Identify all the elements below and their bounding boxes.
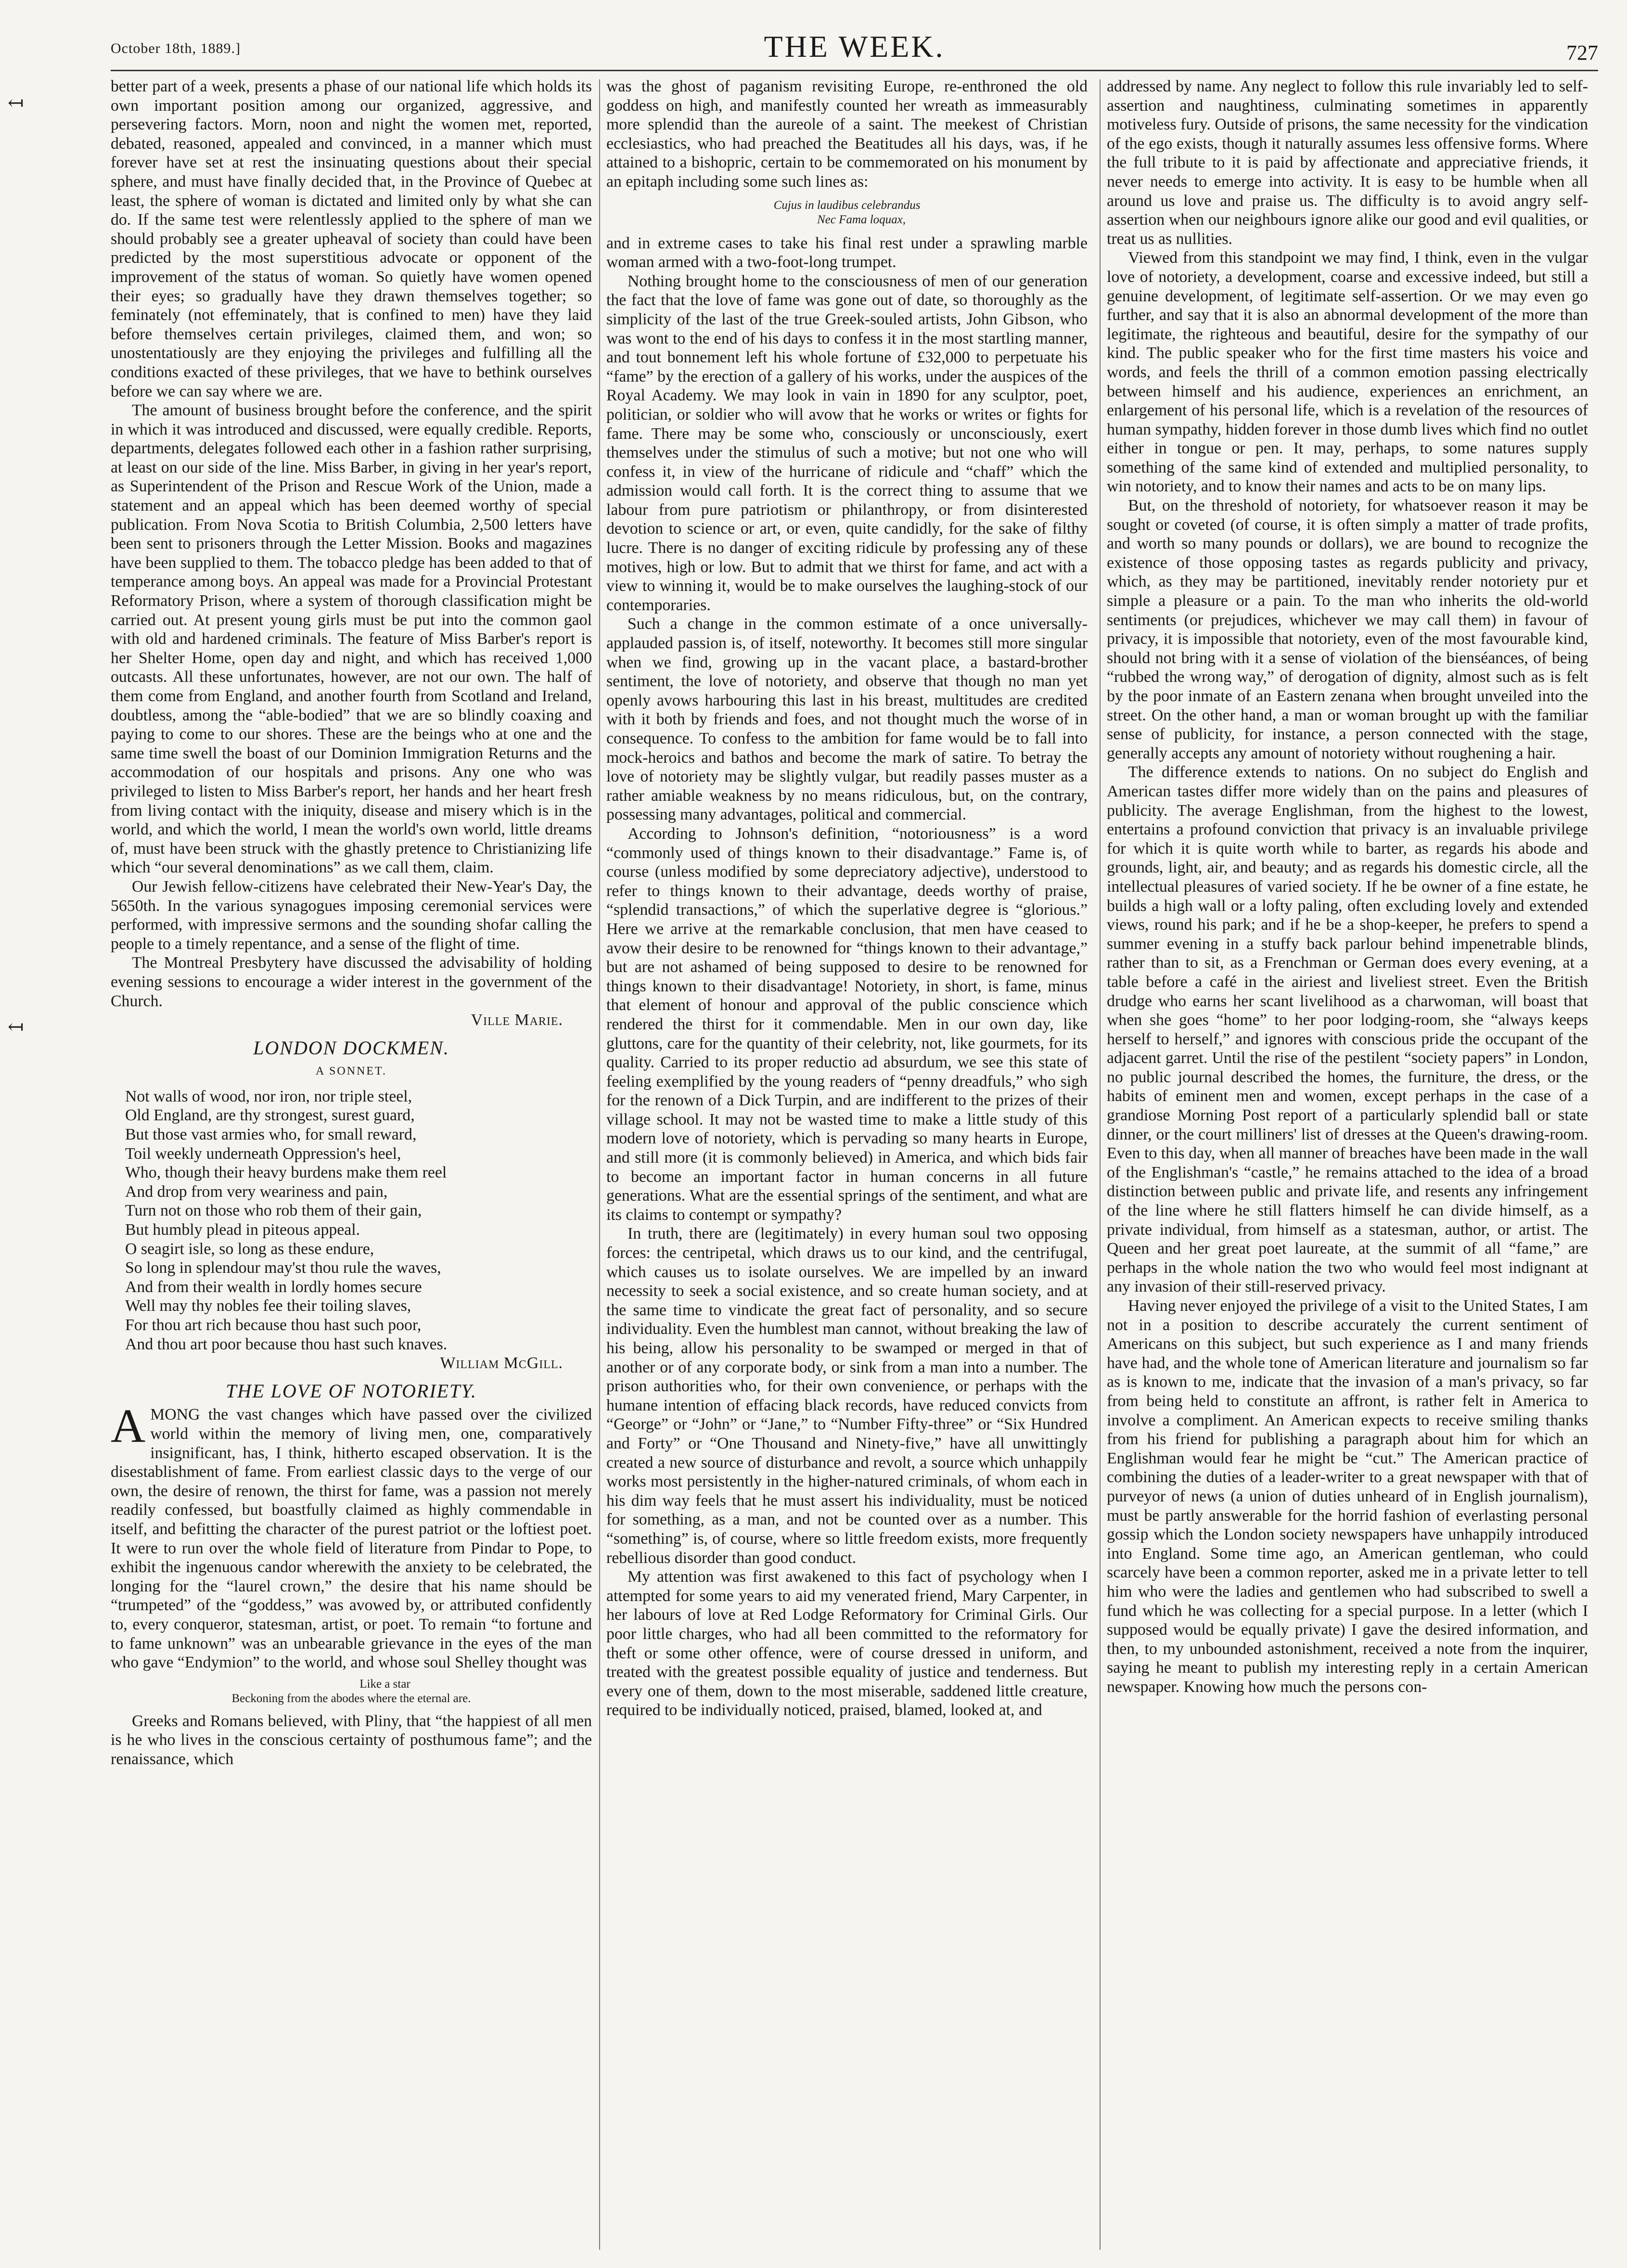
paragraph: The difference extends to nations. On no subject do English and American tastes differ more widely than on the pains and pleasures of publicity. The average Englishman, from the highest to the lowest, entertains a profound conviction that privacy is an invaluable privilege for which it is quite worth while to barter, as regards his abode and grounds, light, air, and beauty; and as regards his domestic circle, all the intellectual pleasures of varied society. If he be owner of a fine estate, he builds a high wall or a lofty paling, often excluding lovely and extended views, round his park; and if he be a shop-keeper, he prefers to spend a summer evening in a stuffy back parlour behind impenetrable blinds, rather than to sit, as a Frenchman or German does every evening, at a table before a café in the airiest and liveliest street. Even the British drudge who earns her scant livelihood as a charwoman, will boast that when she goes “home” to her poor lodging-room, she “always keeps herself to herself,” and ignores with conscious pride the occupant of the adjacent garret. Until the rise of the pestilent “society papers” in London, no public journal described the homes, the furniture, the dress, or the habits of eminent men and women, except perhaps in the case of a grandiose Morning Post report of a particularly splendid ball or state dinner, or the court milliners' list of dresses at the Queen's drawing-room. Even to this day, when all manner of breaches have been made in the wall of the Englishman's “castle,” he remains attached to the idea of a broad distinction between public and private life, and resents any infringement of the line where he still flatters himself he can divide himself, as a private individual, from himself as a statesman, author, or artist. The Queen and her great poet laureate, at the summit of all “fame,” are perhaps in the whole nation the two who would feel most indignant at any invasion of their still-reserved privacy. [1107, 763, 1588, 1296]
masthead-title: THE WEEK. [764, 29, 945, 64]
poem-line: But humbly plead in piteous appeal. [125, 1221, 360, 1239]
paragraph: My attention was first awakened to this fact of psychology when I attempted for some years to aid my venerated friend, Mary Carpenter, in her labours of love at Red Lodge Reformatory for Criminal Girls. Our poor little charges, who had all been committed to the reformatory for theft or some other offence, were of course dressed in uniform, and treated with the greatest possible equality of justice and tenderness. But every one of them, down to the most miserable, saddened little creature, required to be individually noticed, praised, blamed, looked at, and [606, 1568, 1088, 1719]
paragraph: According to Johnson's definition, “notoriousness” is a word “commonly used of things known to their disadvantage.” Fame is, of course (unless modified by some depreciatory adjective), understood to refer to things known to their advantage, deeds worthy of praise, “splendid transactions,” of which the superlative degree is “glorious.” Here we arrive at the remarkable conclusion, that men have ceased to avow their desire to be renowned for “things known to their advantage,” but are not ashamed of being supposed to desire to be renowned for things known to their disadvantage! Notoriety, in short, is fame, minus that element of honour and approval of the public conscience which rendered the thirst for it commendable. Men in our own day, like gluttons, care for the quantity of their celebrity, not, like gourmets, for its quality. Carried to its proper reductio ad absurdum, we see this state of feeling exemplified by the young readers of “penny dreadfuls,” who sigh for the renown of a Dick Turpin, and are indifferent to the prizes of their village school. It may not be wasted time to make a little study of this modern love of notoriety, which is pervading so many hearts in Europe, and still more (it is commonly believed) in America, and which bids fair to become an important factor in human concerns in all future generations. What are the essential springs of the sentiment, and what are its claims to contempt or sympathy? [606, 824, 1088, 1224]
drop-cap: A [111, 1399, 146, 1453]
poem-line: And drop from very weariness and pain, [125, 1182, 388, 1201]
epitaph-line: Cujus in laudibus celebrandus [773, 198, 921, 212]
signature: Ville Marie. [471, 1011, 563, 1029]
column-3 [1107, 77, 1588, 2252]
quote-line: Beckoning from the abodes where the eternal are. [231, 1691, 471, 1705]
poem-line: Turn not on those who rob them of their gain, [125, 1202, 422, 1220]
paragraph: Nothing brought home to the consciousness of men of our generation the fact that the love of fame was gone out of date, so thoroughly as the simplicity of the last of the true Greek-souled artists, John Gibson, who was wont to the end of his days to confess it in the most startling manner, and tout bonnement left his whole fortune of £32,000 to perpetuate his “fame” by the erection of a gallery of his works, under the auspices of the Royal Academy. We may look in vain in 1890 for any sculptor, poet, politician, or soldier who will avow that he works or writes or fights for fame. There may be some who, consciously or unconsciously, exert themselves under the stimulus of such a motive; but not one who will confess it, in view of the hurricane of ridicule and “chaff” which the admission would call forth. It is the correct thing to assume that we labour from pure patriotism or philanthropy, or from disinterested devotion to science or art, or even, quite candidly, for the sake of filthy lucre. There is no danger of exciting ridicule by professing any of these motives, high or low. But to admit that we thirst for fame, and act with a view to winning it, would be to make ourselves the laughing-stock of our contemporaries. [606, 272, 1088, 614]
page-number: 727 [1566, 41, 1598, 64]
issue-date: October 18th, 1889.] [111, 40, 241, 56]
paragraph: and in extreme cases to take his final rest under a sprawling marble woman armed with a two-foot-long trumpet. [606, 234, 1088, 271]
column-divider [1100, 79, 1101, 2250]
poem-title: LONDON DOCKMEN. [253, 1037, 449, 1059]
verse-quote [111, 1677, 592, 1706]
quote-line: Like a star [359, 1677, 410, 1691]
poem-line: Toil weekly underneath Oppression's heel, [125, 1144, 401, 1163]
poem-line: Well may thy nobles fee their toiling slaves, [125, 1297, 411, 1315]
paragraph: addressed by name. Any neglect to follow this rule invariably led to self-assertion and naughtiness, culminating sometimes in apparently motiveless fury. Outside of prisons, the same necessity for the vindication of the ego exists, though it naturally assumes less offensive forms. Where the full tribute to it is paid by affectionate and appreciative friends, it never needs to emerge into activity. It is easy to be humble when all around us love and praise us. The difficulty is to avoid angry self-assertion when our neighbours ignore alike our good and evil qualities, or treat us as nullities. [1107, 77, 1588, 248]
paragraph: Greeks and Romans believed, with Pliny, that “the happiest of all men is he who lives in the conscious certainty of posthumous fame”; and the renaissance, which [111, 1712, 592, 1768]
poem-line: And from their wealth in lordly homes secure [125, 1278, 422, 1296]
header-rule [111, 70, 1598, 71]
column-2 [606, 77, 1088, 2252]
paragraph: The amount of business brought before the conference, and the spirit in which it was introduced and discussed, were equally credible. Reports, departments, delegates followed each other in a fashion rather surprising, at least on our side of the line. Miss Barber, in giving in her year's report, as Superintendent of the Prison and Rescue Work of the Union, made a statement and an appeal which has been deemed worthy of special publication. From Nova Scotia to British Columbia, 2,500 letters have been sent to prisoners through the Letter Mission. Books and magazines have been supplied to them. The tobacco pledge has been added to that of temperance among boys. An appeal was made for a Provincial Protestant Reformatory Prison, where a system of thorough classification might be carried out. At present young girls must be put into the common gaol with old and hardened criminals. The feature of Miss Barber's report is her Shelter Home, open day and night, and which has received 1,000 outcasts. All these unfortunates, however, are not our own. The half of them come from England, and another fourth from Scotland and Ireland, doubtless, among the “able-bodied” that we are so blindly coaxing and paying to come to our shores. These are the beings who at one and the same time swell the boast of our Dominion Immigration Returns and the accommodation of our hospitals and prisons. Any one who was privileged to listen to Miss Barber's report, her hands and her heart fresh from living contact with the iniquity, disease and misery which is in the world, and which the world, I mean the world's own world, little dreams of, must have been struck with the ghastly pretence to Christianizing life which “our several denominations” as we call them, claim. [111, 401, 592, 877]
paragraph: In truth, there are (legitimately) in every human soul two opposing forces: the centripetal, which draws us to our kind, and the centrifugal, which causes us to isolate ourselves. We are impelled by an inward necessity to seek a social existence, and so create human society, and at the same time to vindicate the great fact of personality, and so secure individuality. Even the humblest man cannot, without breaking the law of his being, allow his personality to be swamped or merged in that of another or of any corporate body, or sink from a man into a number. The prison authorities who, for their own convenience, or perhaps with the humane intention of effacing black records, have reduced convicts from “George” or “John” or “Jane,” to “Number Fifty-three” or “Six Hundred and Forty” or “One Thousand and Ninety-five,” have all unwittingly created a new source of disturbance and revolt, a source which unhappily works most persistently in the higher-natured criminals, of whom each in his dim way feels that he must assert his individuality, must be noticed for something, as a man, and not be counted over as a number. This “something” is, of course, where so little freedom exists, more frequently rebellious disorder than good conduct. [606, 1225, 1088, 1567]
poem-subtitle: A SONNET. [316, 1065, 387, 1078]
column-1 [111, 77, 592, 2252]
poem-author: William McGill. [440, 1354, 563, 1372]
poem-line: And thou art poor because thou hast such knaves. [125, 1335, 448, 1353]
poem-line: So long in splendour may'st thou rule the waves, [125, 1259, 441, 1277]
poem-line: Not walls of wood, nor iron, nor triple steel, [125, 1087, 412, 1105]
page-header [111, 29, 1598, 67]
margin-mark: ↤ [8, 92, 24, 114]
margin-mark: ↤ [8, 1016, 24, 1038]
essay-title: THE LOVE OF NOTORIETY. [226, 1380, 477, 1402]
paragraph: Viewed from this standpoint we may find, I think, even in the vulgar love of notoriety, a development, coarse and excessive indeed, but still a genuine development, of legitimate self-assertion. Or we may even go further, and say that it is also an abnormal development of the more than legitimate, the righteous and beautiful, desire for the sympathy of our kind. The public speaker who for the first time masters his voice and words, and feels the thrill of a common emotion passing electrically between himself and his audience, experiences an enrichment, an enlargement of his personal life, which is a revelation of the resources of human sympathy, hidden forever in those dumb lives which find no outlet either in tongue or pen. It may, perhaps, to some natures supply something of the same kind of extended and multiplied personality, to win notoriety, and to know their names and acts to be on many lips. [1107, 249, 1588, 496]
paragraph: better part of a week, presents a phase of our national life which holds its own important position among our organized, aggressive, and persevering factors. Morn, noon and night the women met, reported, debated, reasoned, appealed and convinced, in a manner which must forever have set at rest the insinuating questions about their special sphere, and must have finally decided that, in the Province of Quebec at least, the sphere of woman is dictated and limited only by what she can do. If the same test were relentlessly applied to the sphere of man we should probably see a greater upheaval of society than could have been predicted by the most superstitious advocate or opponent of the improvement of the status of woman. So quietly have women opened their eyes; so gradually have they drawn themselves together; so feminately (not effeminately, that is confined to men) have they laid before themselves certain privileges, claimed them, and won; so unostentatiously are they enjoying the privileges and fulfilling all the conditions exacted of these privileges, that we have to bethink ourselves before we can say where we are. [111, 77, 592, 400]
paragraph: The Montreal Presbytery have discussed the advisability of holding evening sessions to encourage a wider interest in the government of the Church. [111, 954, 592, 1010]
poem-line: O seagirt isle, so long as these endure, [125, 1240, 374, 1258]
paragraph: Having never enjoyed the privilege of a visit to the United States, I am not in a position to describe accurately the current sentiment of Americans on this subject, but such experience as I and many friends have had, and the whole tone of American literature and journalism so far as is known to me, indicate that the invasion of a man's privacy, so far from being held to constitute an affront, is rather felt in America to involve a compliment. An American expects to receive smiling thanks from his friend for publishing a paragraph about him for which an Englishman would fear he might be “cut.” The American practice of combining the duties of a leader-writer to a great newspaper with that of purveyor of news (a union of duties unheard of in English journalism), must be partly answerable for the horrid fashion of everlasting personal gossip which the London society newspapers have unhappily introduced into England. Some time ago, an American gentleman, who could scarcely have been a common reporter, asked me in a private letter to tell him who were the ladies and gentlemen who had subscribed to swell a fund which he was collecting for a special purpose. In a letter (which I supposed would be equally private) I gave the desired information, and then, to my unbounded astonishment, received a note from the inquirer, saying he meant to publish my interesting reply in a certain American newspaper. Knowing how much the persons con- [1107, 1297, 1588, 1696]
poem-line: But those vast armies who, for small reward, [125, 1126, 417, 1144]
column-divider [599, 79, 600, 2250]
paragraph: But, on the threshold of notoriety, for whatsoever reason it may be sought or coveted (of course, it is often simply a matter of trade profits, and worth so many pounds or dollars), we are bound to recognize the existence of those opposing tastes as regards publicity and privacy, which, as they may be partitioned, inevitably render notoriety pur et simple a pleasure or a pain. To the man who inherits the old-world sentiments (or prejudices, whichever we may call them) in favour of privacy, it is impossible that notoriety, even of the most favourable kind, should not bring with it a sense of violation of the bienséances, of being “rubbed the wrong way,” of derogation of dignity, almost such as is felt by the poor inmate of an Eastern zenana when brought unveiled into the street. On the other hand, a man or woman brought up with the familiar sense of publicity, for instance, a person connected with the stage, generally accepts any amount of notoriety without roughening a hair. [1107, 497, 1588, 762]
poem-line: Who, though their heavy burdens make them reel [125, 1164, 447, 1182]
paragraph [111, 1399, 592, 1672]
paragraph: Such a change in the common estimate of a once universally-applauded passion is, of itself, noteworthy. It becomes still more singular when we find, growing up in the vacant place, a bastard-brother sentiment, the love of notoriety, and observe that though no man yet openly avows harbouring this last in his breast, multitudes are credited with it both by friends and foes, and not thought much the worse of in consequence. To confess to the ambition for fame would be to fall into mock-heroics and bathos and become the mark of satire. To betray the love of notoriety may be slightly vulgar, but readily passes muster as a rather amiable weakness by no means ridiculous, but, on the contrary, possessing many advantages, political and commercial. [606, 615, 1088, 824]
epitaph-quote [606, 198, 1088, 227]
paragraph: was the ghost of paganism revisiting Europe, re-enthroned the old goddess on high, and manifestly counted her wreath as immeasurably more splendid than the aureole of a saint. The meekest of Christian ecclesiastics, who had preached the Beatitudes all his days, was, if he attained to a bishopric, certain to be commemorated on his monument by an epitaph including some such lines as: [606, 77, 1088, 191]
poem-line: For thou art rich because thou hast such poor, [125, 1316, 422, 1334]
poem [125, 1087, 592, 1354]
poem-line: Old England, are thy strongest, surest guard, [125, 1106, 415, 1125]
paragraph-text: MONG the vast changes which have passed over the civilized world within the memory of living men, one, comparatively insignificant, has, I think, hitherto escaped observation. It is the disestablishment of fame. From earliest classic days to the verge of our own, the desire of renown, the thirst for fame, was a passion not merely readily confessed, but boastfully claimed as highly commendable in itself, and befitting the character of the purest patriot or the loftiest poet. It were to run over the whole field of literature from Pindar to Pope, to exhibit the ingenuous candor wherewith the anxiety to be celebrated, the longing for the “laurel crown,” the desire that his name should be “trumpeted” of the “goddess,” was avowed by, or attributed confidently to, every conqueror, statesman, artist, or poet. To remain “to fortune and to fame unknown” was an unbearable grievance in the eyes of the man who gave “Endymion” to the world, and whose soul Shelley thought was [111, 1406, 592, 1672]
epitaph-line: Nec Fama loquax, [817, 213, 906, 226]
paragraph: Our Jewish fellow-citizens have celebrated their New-Year's Day, the 5650th. In the various synagogues imposing ceremonial services were performed, with impressive sermons and the sounding shofar calling the people to a timely repentance, and a sense of the flight of time. [111, 877, 592, 953]
